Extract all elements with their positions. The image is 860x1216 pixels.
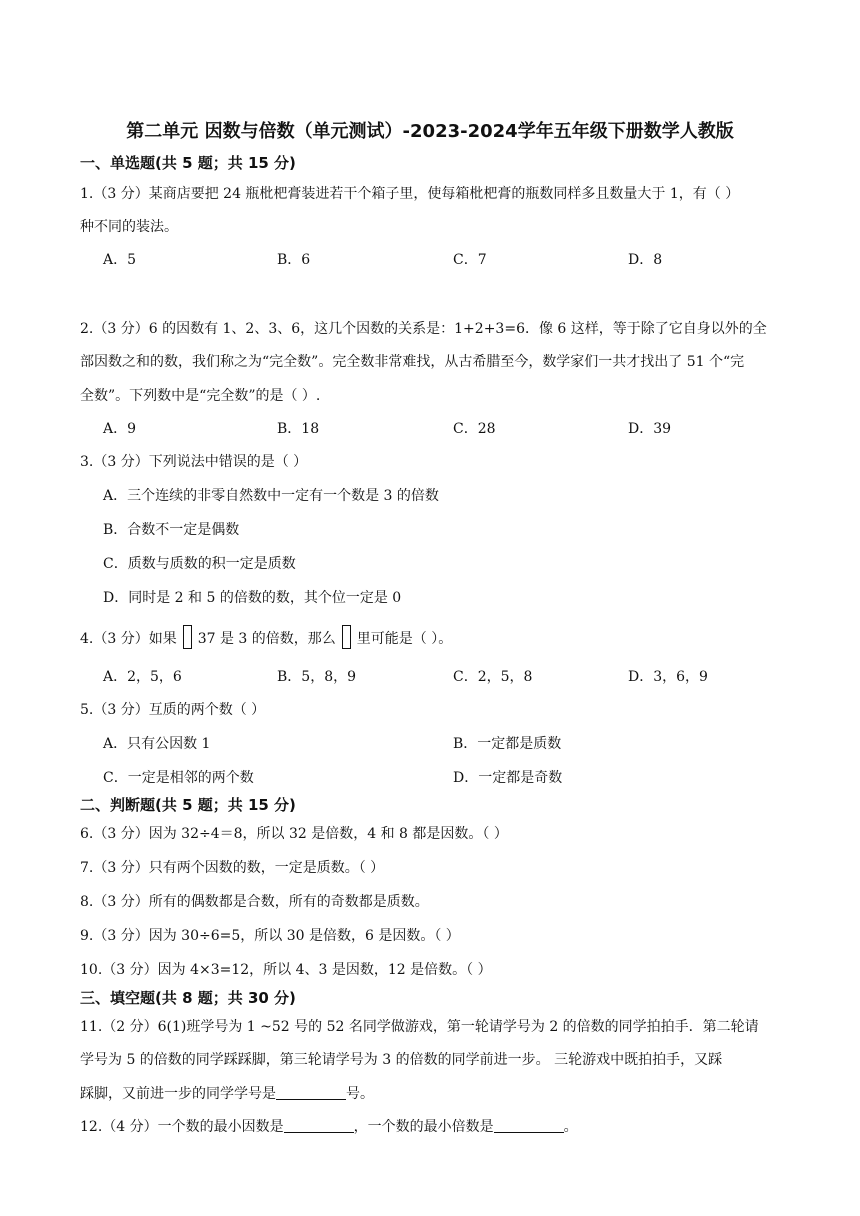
answer-box-icon [183, 625, 192, 649]
question-2-option-d: D．39 [628, 421, 672, 437]
question-4-option-c: C．2，5，8 [453, 669, 533, 685]
question-9: 9.（3 分）因为 30÷6=5，所以 30 是倍数，6 是因数。（ ） [80, 928, 460, 944]
question-3-line-1: 3.（3 分）下列说法中错误的是（ ） [80, 454, 308, 470]
document-title: 第二单元 因数与倍数（单元测试）-2023-2024学年五年级下册数学人教版 [126, 121, 734, 142]
question-11-line-2: 学号为 5 的倍数的同学踩踩脚，第三轮请学号为 3 的倍数的同学前进一步。 三轮游戏中既拍拍手，又踩 [80, 1052, 723, 1068]
question-1-option-b: B．6 [277, 252, 311, 268]
question-4-option-b: B．5，8，9 [277, 669, 357, 685]
question-12-text-c: 。 [563, 1119, 578, 1135]
question-3-option-b: B．合数不一定是偶数 [103, 522, 240, 538]
question-3-option-d: D．同时是 2 和 5 的倍数的数，其个位一定是 0 [103, 590, 402, 606]
question-11-line-3 [80, 1083, 374, 1103]
question-11-line-1: 11.（2 分）6(1)班学号为 1 ~52 号的 52 名同学做游戏，第一轮请学号为 2 的倍数的同学拍拍手．第二轮请 [80, 1019, 759, 1035]
question-3-option-c: C．质数与质数的积一定是质数 [103, 556, 296, 572]
question-11-text: 踩脚，又前进一步的同学学号是 [80, 1086, 276, 1102]
question-12-text-b: ，一个数的最小倍数是 [353, 1119, 494, 1135]
question-4-text-part-1: 4.（3 分）如果 [80, 631, 177, 647]
section-heading-fill-in: 三、填空题(共 8 题；共 30 分) [80, 989, 296, 1007]
question-4-text-part-2: 37 是 3 的倍数，那么 [197, 631, 336, 647]
question-2-option-b: B．18 [277, 421, 320, 437]
question-12 [80, 1116, 578, 1136]
question-2-option-c: C．28 [453, 421, 496, 437]
question-2-option-a: A．9 [103, 421, 137, 437]
question-4-option-a: A．2，5，6 [103, 669, 182, 685]
question-12-text-a: 12.（4 分）一个数的最小因数是 [80, 1119, 284, 1135]
question-4-text-part-3: 里可能是（ ）。 [356, 631, 453, 647]
question-5-option-c: C．一定是相邻的两个数 [103, 770, 254, 786]
question-5-line-1: 5.（3 分）互质的两个数（ ） [80, 702, 266, 718]
question-1-line-2: 种不同的装法。 [80, 219, 178, 235]
question-3-option-a: A．三个连续的非零自然数中一定有一个数是 3 的倍数 [103, 488, 439, 504]
question-5-option-d: D．一定都是奇数 [453, 770, 563, 786]
question-5-option-b: B．一定都是质数 [453, 736, 562, 752]
question-10: 10.（3 分）因为 4×3=12，所以 4、3 是因数，12 是倍数。（ ） [80, 962, 492, 978]
question-11-suffix: 号。 [346, 1086, 374, 1102]
question-1-line-1: 1.（3 分）某商店要把 24 瓶枇杷膏装进若干个箱子里，使每箱枇杷膏的瓶数同样多且数量大于 1，有（ ） [80, 186, 740, 202]
question-5-option-a: A．只有公因数 1 [103, 736, 211, 752]
section-heading-single-choice: 一、单选题(共 5 题；共 15 分) [80, 154, 296, 172]
answer-blank [494, 1118, 564, 1133]
section-heading-true-false: 二、判断题(共 5 题；共 15 分) [80, 796, 296, 814]
answer-blank [276, 1085, 346, 1100]
question-2-line-1: 2.（3 分）6 的因数有 1、2、3、6，这几个因数的关系是：1+2+3=6．像 6 这样，等于除了它自身以外的全 [80, 321, 767, 337]
question-2-line-3: 全数”。下列数中是“完全数”的是（ ）. [80, 388, 321, 404]
question-1-option-c: C．7 [453, 252, 487, 268]
question-1-option-d: D．8 [628, 252, 663, 268]
question-8: 8.（3 分）所有的偶数都是合数，所有的奇数都是质数。 [80, 894, 429, 910]
question-4-option-d: D．3，6，9 [628, 669, 708, 685]
question-2-line-2: 部因数之和的数，我们称之为“完全数”。完全数非常难找，从古希腊至今，数学家们一共才找出了 51 个“完 [80, 354, 745, 370]
question-6: 6.（3 分）因为 32÷4＝8，所以 32 是倍数，4 和 8 都是因数。（ ） [80, 826, 508, 842]
question-1-option-a: A．5 [103, 252, 137, 268]
answer-blank [284, 1118, 354, 1133]
question-7: 7.（3 分）只有两个因数的数，一定是质数。（ ） [80, 860, 385, 876]
answer-box-icon [342, 625, 351, 649]
question-4-line-1 [80, 625, 452, 649]
